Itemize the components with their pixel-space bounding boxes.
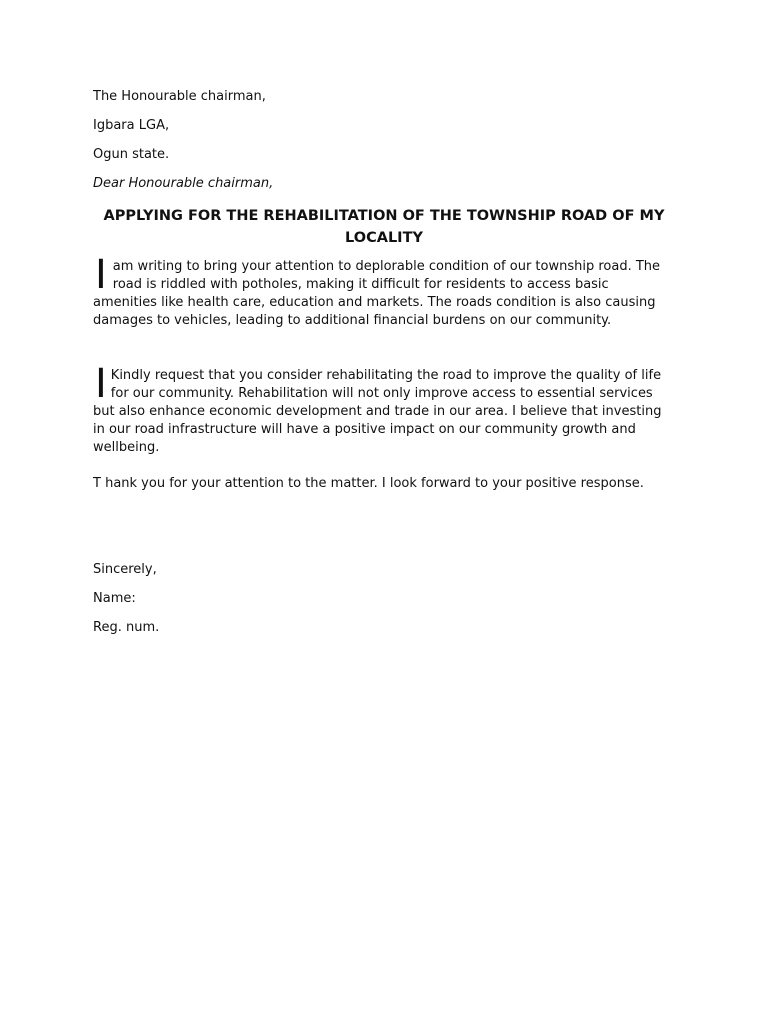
salutation: Dear Honourable chairman, <box>93 176 274 191</box>
address-line-recipient: The Honourable chairman, <box>93 89 266 104</box>
letter-page <box>93 0 669 1024</box>
body-paragraph-1-text: am writing to bring your attention to deplorable condition of our township road. The road is riddled with potholes, making it difficult for residents to access basic amenities like health care, education and markets. The roads condition is also causing damages to vehicles, leading to additional financial burdens on our community. <box>93 259 661 328</box>
drop-cap-1: I <box>95 252 107 298</box>
letter-title: APPLYING FOR THE REHABILITATION OF THE TOWNSHIP ROAD OF MY LOCALITY <box>103 208 665 246</box>
address-line-lga: Igbara LGA, <box>93 118 170 133</box>
body-paragraph-3: T hank you for your attention to the matter. I look forward to your positive response. <box>93 476 644 491</box>
body-paragraph-1 <box>93 252 665 330</box>
closing: Sincerely, <box>93 562 157 577</box>
body-paragraph-2 <box>93 361 665 457</box>
reg-num-label: Reg. num. <box>93 620 160 635</box>
body-paragraph-2-text: Kindly request that you consider rehabilitating the road to improve the quality of life for our community. Rehabilitation will not only improve access to essential services but also enhance economic development and trade in our area. I believe that investing in our road infrastructure will have a positive impact on our community growth and wellbeing. <box>93 368 662 455</box>
drop-cap-2: I <box>95 361 107 407</box>
name-label: Name: <box>93 591 136 606</box>
address-line-state: Ogun state. <box>93 147 170 162</box>
